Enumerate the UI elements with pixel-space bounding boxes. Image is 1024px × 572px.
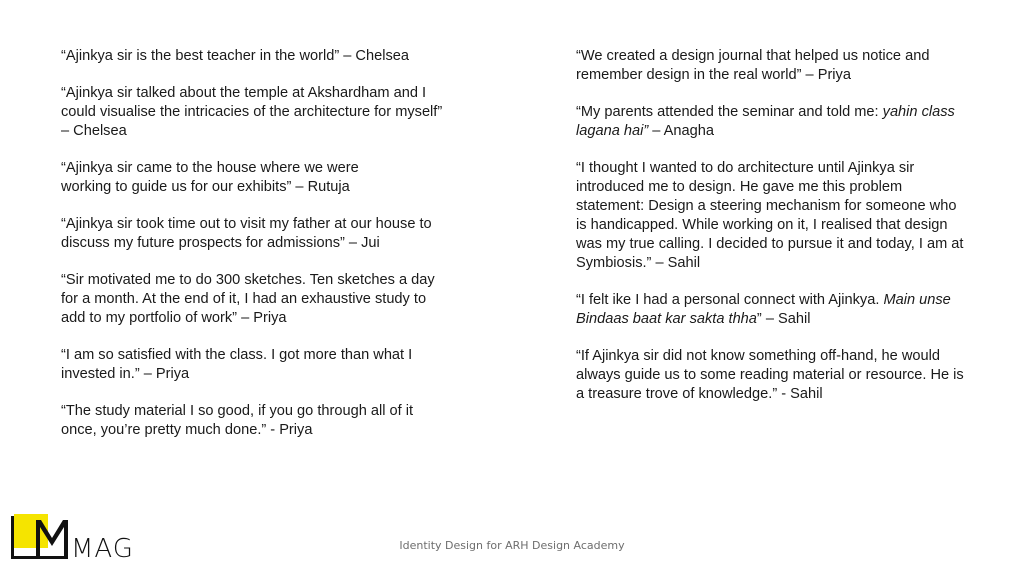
testimonial-quote: “If Ajinkya sir did not know something off-hand, he would always guide us to some reading material or resource. He is a treasure trove of knowledge.” - Sahil [576,348,964,402]
quote-italic-text: Main unse Bindaas baat kar sakta thha [576,292,951,327]
quote-text: “I felt ike I had a personal connect with Ajinkya. [576,292,884,308]
mag-logo [8,512,148,562]
footer-caption: Identity Design for ARH Design Academy [399,539,625,552]
logo-text: MAG [71,534,134,562]
right-quote-column [576,47,1006,422]
quote-italic-text: yahin class lagana hai” [576,104,955,139]
testimonial-quote: “The study material I so good, if you go through all of it once, you’re pretty much done.” - Priya [61,403,414,438]
testimonial-quote: “I thought I wanted to do architecture until Ajinkya sir introduced me to design. He gave me this problem statement: Design a steering mechanism for someone who is handicapped. While working on it, I realised that design was my true calling. I decided to pursue it and today, I am at Symbiosis.” – Sahil [576,160,964,271]
quote-attribution: ” – Sahil [756,311,811,327]
testimonial-quote [576,291,1006,329]
testimonial-quote [576,103,1006,141]
testimonial-quote: “Ajinkya sir came to the house where we were working to guide us for our exhibits” – Rutuja [61,160,359,195]
quote-text: “My parents attended the seminar and told me: [576,104,883,120]
testimonial-quote: “Ajinkya sir is the best teacher in the world” – Chelsea [61,48,409,64]
quote-attribution: – Anagha [648,123,714,139]
testimonial-quote: “Ajinkya sir took time out to visit my father at our house to discuss my future prospects for admissions” – Jui [61,216,432,251]
testimonial-quote: “Sir motivated me to do 300 sketches. Ten sketches a day for a month. At the end of it, I had an exhaustive study to add to my portfolio of work” – Priya [61,272,435,326]
testimonial-quote: “Ajinkya sir talked about the temple at Akshardham and I could visualise the intricacies of the architecture for myself” – Chelsea [61,85,443,139]
testimonial-quote: “We created a design journal that helped us notice and remember design in the real world” – Priya [576,48,930,83]
testimonial-quote: “I am so satisfied with the class. I got more than what I invested in.” – Priya [61,347,413,382]
left-quote-column [61,47,491,458]
